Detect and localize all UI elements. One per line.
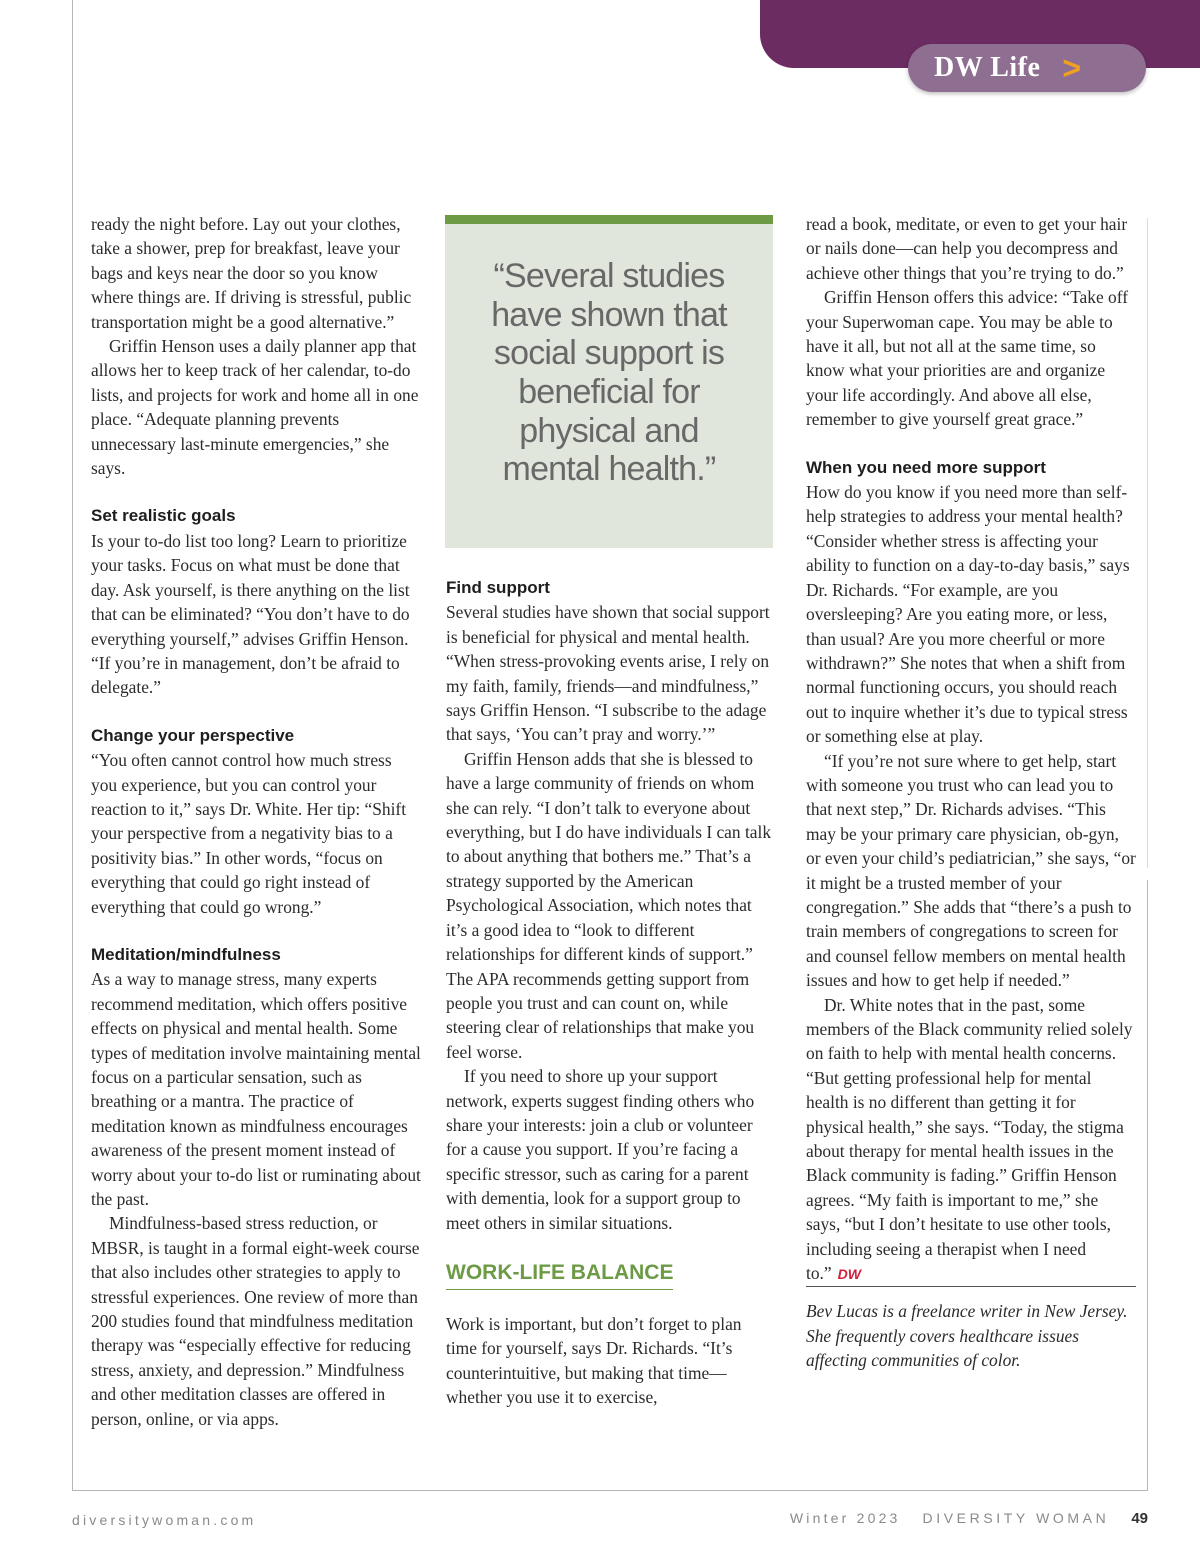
pull-quote-text: “Several studies have shown that social support is beneficial for physical and mental health.”	[491, 257, 727, 489]
section-tab-dw-life[interactable]	[908, 44, 1146, 92]
paragraph: Griffin Henson offers this advice: “Take off your Superwoman cape. You may be able to have it all, but not all at the same time, so know what your priorities are and organize your life accordingly. And above all else, remember to give yourself great grace.”	[806, 287, 1128, 430]
paragraph: Work is important, but don’t forget to plan time for yourself, says Dr. Richards. “It’s counterintuitive, but making that time—whether you use it to exercise,	[446, 1313, 742, 1408]
subheading-find-support: Find support	[446, 578, 550, 597]
paragraph-text: Dr. White notes that in the past, some members of the Black community relied solely on faith to help with mental health concerns. “But getting professional help for mental health is no different than getting it for physical health,” she says. “Today, the stigma about therapy for mental health issues in the Black community is fading.” Griffin Henson agrees. “My faith is important to me,” she says, “but I don’t hesitate to use other tools, including seeing a therapist when I need to.”	[806, 994, 1133, 1284]
article-column-3	[806, 212, 1136, 1373]
subheading-meditation: Meditation/mindfulness	[91, 944, 281, 964]
paragraph: If you need to shore up your support network, experts suggest finding others who share your interests: join a club or volunteer for a cause you support. If you’re facing a specific stressor, such as caring for a parent with dementia, look for a support group to meet others in similar situations.	[446, 1066, 755, 1233]
paragraph: “If you’re not sure where to get help, start with someone you trust who can lead you to that next step,” Dr. Richards advises. “This may be your primary care physician, ob-gyn, or even your child’s pediatrician,” she says, “or it might be a trusted member of your congregation.” She adds that “there’s a push to train members of congregations to screen for and counsel fellow members on mental health issues and how to get help if needed.”	[806, 750, 1136, 991]
paragraph: read a book, meditate, or even to get your hair or nails done—can help you decompress and achieve other things that you’re trying to do.”	[806, 214, 1128, 283]
pull-quote-box	[445, 215, 773, 548]
paragraph: Griffin Henson adds that she is blessed to have a large community of friends on whom she can rely. “I don’t talk to everyone about everything, but I do have individuals I can talk to about anything that bothers me.” That’s a strategy supported by the American Psychological Association, which notes that it’s a good idea to “look to different relationships for different kinds of support.” The APA recommends getting support from people you trust and can count on, while steering clear of relationships that make you feel worse.	[446, 748, 772, 1062]
page-frame-left-rule	[72, 0, 73, 1490]
footer-issue: Winter 2023	[789, 1510, 901, 1526]
subheading-set-realistic-goals: Set realistic goals	[91, 506, 236, 526]
footer-issue-info	[790, 1510, 1148, 1527]
page-frame-right-rule-lower	[1147, 880, 1148, 1490]
article-column-1	[91, 212, 421, 1431]
end-mark-dw-logo: DW	[837, 1266, 861, 1283]
paragraph: Is your to-do list too long? Learn to prioritize your tasks. Focus on what must be done that day. Ask yourself, is there anything on the list that can be eliminated? “You don’t have to do everything yourself,” advises Griffin Henson. “If you’re in management, don’t be afraid to delegate.”	[91, 530, 410, 698]
footer-magazine-name: DIVERSITY WOMAN	[922, 1510, 1110, 1526]
subheading-need-more-support: When you need more support	[806, 457, 1046, 477]
paragraph: Mindfulness-based stress reduction, or MBSR, is taught in a formal eight-week course that also includes other strategies to apply to stressful experiences. One review of more than 200 studies found that mindfulness meditation therapy was “especially effective for reducing stress, anxiety, and depression.” Mindfulness and other meditation classes are offered in person, online, or via apps.	[91, 1213, 420, 1429]
paragraph: Several studies have shown that social support is beneficial for physical and mental health. “When stress-provoking events arise, I rely on my faith, family, friends—and mindfulness,” says Griffin Henson. “I subscribe to the adage that says, ‘You can’t pray and worry.’”	[446, 602, 770, 745]
page-frame-bottom-rule	[72, 1490, 1148, 1491]
paragraph: Griffin Henson uses a daily planner app that allows her to keep track of her calendar, to-do lists, and projects for work and home all in one place. “Adequate planning prevents unnecessary last-minute emergencies,” she says.	[91, 336, 419, 479]
section-heading-work-life-balance: WORK-LIFE BALANCE	[446, 1261, 673, 1290]
paragraph: How do you know if you need more than self-help strategies to address your mental health? “Consider whether stress is affecting your ability to function on a day-to-day basis,” says Dr. Richards. “For example, are you oversleeping? Are you eating more, or less, than usual? Are you more cheerful or more withdrawn?” She notes that when a shift from normal functioning occurs, you should reach out to inquire whether it’s due to typical stress or something else at play.	[806, 482, 1130, 747]
paragraph: ready the night before. Lay out your clothes, take a shower, prep for breakfast, leave your bags and keys near the door so you know where things are. If driving is stressful, public transportation might be a good alternative.”	[91, 214, 412, 332]
page-frame-right-rule-upper	[1147, 218, 1148, 868]
chevron-right-icon: >	[1062, 50, 1082, 86]
paragraph-final	[806, 993, 1136, 1287]
paragraph: “You often cannot control how much stress you experience, but you can control your reaction to it,” says Dr. White. Her tip: “Shift your perspective from a negativity bias to a positivity bias.” In other words, “focus on everything that could go right instead of everything that could go wrong.”	[91, 750, 407, 917]
article-column-2	[446, 576, 776, 1410]
subheading-change-perspective: Change your perspective	[91, 725, 295, 745]
paragraph: As a way to manage stress, many experts recommend meditation, which offers positive effects on physical and mental health. Some types of meditation involve maintaining mental focus on a particular sensation, such as breathing or a mantra. The practice of meditation known as mindfulness encourages awareness of the present moment instead of worry about your to-do list or ruminating about the past.	[91, 969, 421, 1210]
page-number: 49	[1131, 1510, 1148, 1527]
author-bio: Bev Lucas is a freelance writer in New Jersey. She frequently covers healthcare issues affecting communities of color.	[806, 1286, 1136, 1372]
footer-website-link[interactable]: diversitywoman.com	[72, 1512, 257, 1528]
section-tab-label: DW Life	[934, 52, 1041, 83]
